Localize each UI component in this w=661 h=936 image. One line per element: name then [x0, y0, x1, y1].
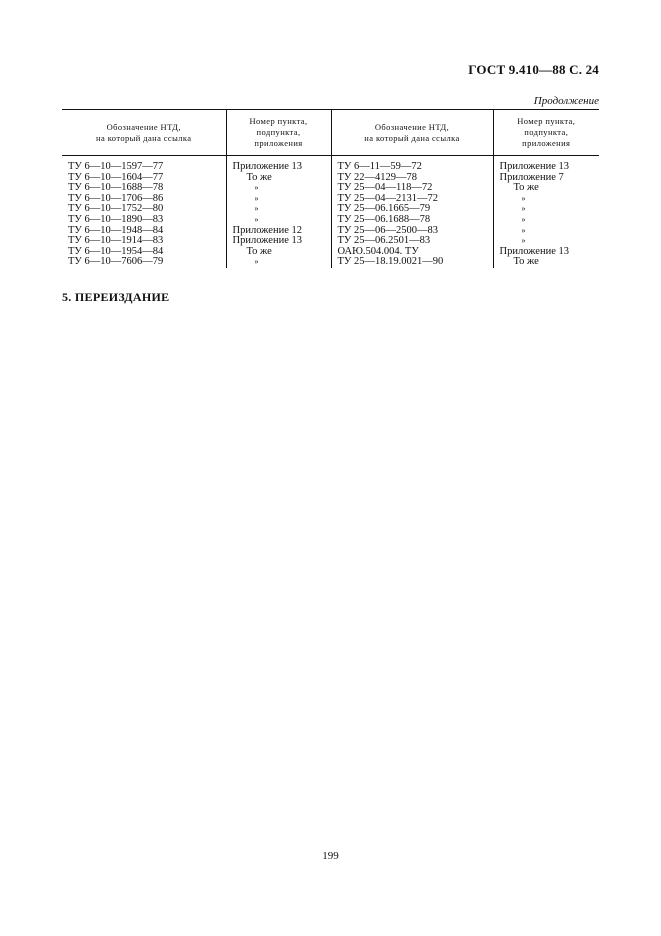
reference-cell: Приложение 13 [493, 247, 599, 258]
column-header-ntd [331, 110, 493, 156]
header-text: Обозначение НТД, [374, 121, 450, 132]
reference-cell: Приложение 13 [493, 156, 599, 173]
ntd-code-cell: ТУ 6—10—1890—83 [68, 213, 164, 225]
reference-cell: Приложение 13 [226, 156, 331, 173]
reference-cell: » [226, 204, 331, 215]
ntd-code-cell: ТУ 6—10—1948—84 [68, 224, 164, 236]
reference-cell: » [226, 183, 331, 194]
table-row [62, 257, 599, 268]
header-text: на который дана ссылка [96, 132, 192, 143]
reference-cell: Приложение 7 [493, 173, 599, 184]
header-text: Номер пункта, [517, 116, 576, 126]
header-text: приложения [254, 138, 303, 148]
reference-cell: » [226, 215, 331, 226]
ntd-reference-table [62, 109, 599, 268]
reference-cell: » [493, 226, 599, 237]
ntd-code-cell: ТУ 25—04—2131—72 [331, 194, 493, 205]
header-text: на который дана ссылка [364, 132, 460, 143]
ntd-code-cell: ТУ 6—10—1597—77 [68, 161, 164, 172]
header-text: подпункта, [524, 127, 569, 137]
ntd-code-cell: ТУ 6—10—1752—80 [68, 203, 164, 215]
reference-cell: То же [493, 257, 599, 268]
column-header-reference [226, 110, 331, 156]
page-header: ГОСТ 9.410—88 С. 24 [468, 62, 599, 77]
reference-cell: » [493, 236, 599, 247]
table-body [62, 156, 599, 268]
ntd-code-cell: ТУ 25—06—2500—83 [331, 226, 493, 237]
reference-cell: Приложение 12 [226, 226, 331, 237]
reference-cell: » [226, 257, 331, 268]
reference-cell: То же [226, 173, 331, 184]
table-row [62, 156, 599, 173]
reference-cell: » [493, 215, 599, 226]
ntd-code-cell: ТУ 6—10—1706—86 [68, 192, 164, 204]
ntd-code-cell: ТУ 6—10—1914—83 [68, 235, 164, 247]
ntd-code-cell: ТУ 6—10—1954—84 [68, 245, 164, 257]
ntd-code-cell: ТУ 22—4129—78 [331, 173, 493, 184]
ntd-code-cell: ОАЮ.504.004. ТУ [331, 247, 493, 258]
header-text: Обозначение НТД, [106, 121, 181, 132]
table-row [62, 215, 599, 226]
reference-cell: » [493, 194, 599, 205]
column-header-reference [493, 110, 599, 156]
ntd-code-cell: ТУ 6—10—1604—77 [68, 171, 164, 183]
section-heading: 5. ПЕРЕИЗДАНИЕ [62, 290, 170, 304]
ntd-code-cell: ТУ 6—11—59—72 [331, 156, 493, 173]
ntd-code-cell: ТУ 25—06.2501—83 [331, 236, 493, 247]
ntd-code-cell: ТУ 25—04—118—72 [331, 183, 493, 194]
reference-cell: То же [226, 247, 331, 258]
ntd-code-cell: ТУ 25—06.1665—79 [331, 204, 493, 215]
ntd-code-cell: ТУ 6—10—1688—78 [68, 182, 164, 194]
header-text: приложения [522, 138, 571, 148]
reference-cell: » [226, 194, 331, 205]
table-header-row [62, 110, 599, 156]
reference-cell: Приложение 13 [226, 236, 331, 247]
ntd-code-cell: ТУ 6—10—7606—79 [68, 256, 164, 268]
reference-cell: То же [493, 183, 599, 194]
header-text: Номер пункта, [249, 116, 308, 126]
header-text: подпункта, [256, 127, 301, 137]
reference-cell: » [493, 204, 599, 215]
continuation-label: Продолжение [533, 95, 599, 107]
column-header-ntd [62, 110, 226, 156]
ntd-code-cell: ТУ 25—06.1688—78 [331, 215, 493, 226]
ntd-code-cell: ТУ 25—18.19.0021—90 [331, 257, 493, 268]
page-number: 199 [322, 850, 339, 862]
